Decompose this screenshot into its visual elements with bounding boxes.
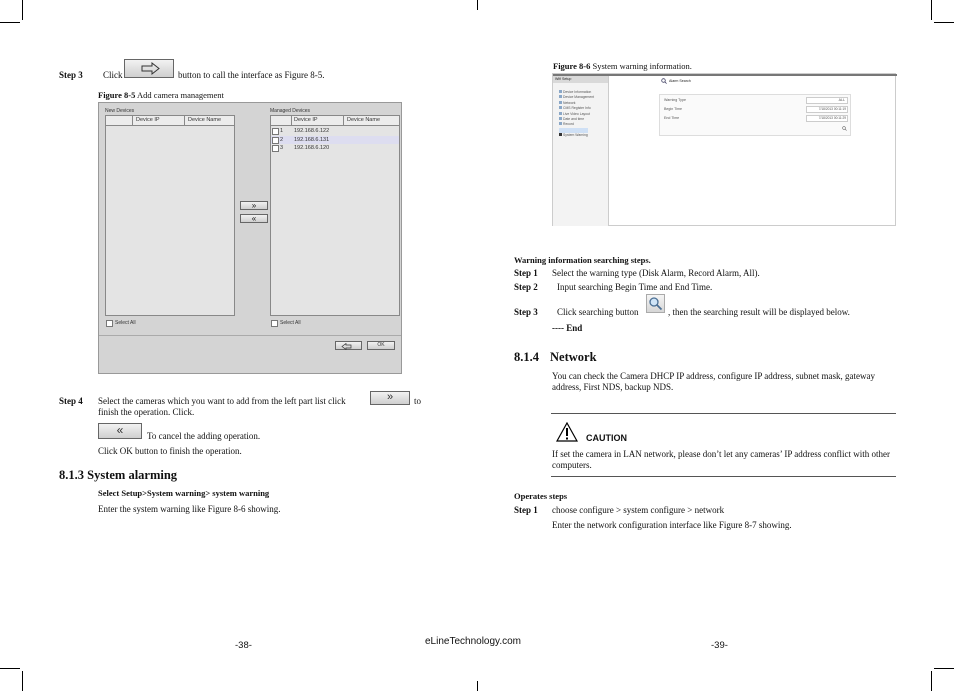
tree-item-label: System Warning xyxy=(563,133,588,138)
new-select-all-checkbox[interactable] xyxy=(106,320,113,327)
new-col-name: Device Name xyxy=(188,117,222,123)
fig86-label: Figure 8-6 xyxy=(553,61,591,71)
page-number-right: -39- xyxy=(711,640,728,651)
tree-item[interactable] xyxy=(559,107,590,116)
warning-steps-heading: Warning information searching steps. xyxy=(514,255,651,265)
caution-top-rule xyxy=(551,413,896,414)
system-warning-screen xyxy=(552,73,896,226)
tree-header: Wifi Setup xyxy=(555,77,572,81)
warning-type-select[interactable] xyxy=(806,97,848,104)
end-time-label: End Time xyxy=(664,116,680,120)
tree-item-label: Date and time xyxy=(563,117,585,121)
row-checkbox[interactable] xyxy=(272,145,279,152)
enter-system-warning: Enter the system warning like Figure 8-6 showing. xyxy=(98,504,281,514)
row-checkbox[interactable] xyxy=(272,128,279,135)
op-step1-text: choose configure > system configure > network xyxy=(552,505,725,515)
step4-label: Step 4 xyxy=(59,396,83,406)
tree-item-icon xyxy=(559,133,562,136)
row-number: 1 xyxy=(280,128,284,134)
warning-type-label: Warning Type xyxy=(664,98,686,102)
footer-site: eLineTechnology.com xyxy=(425,636,521,647)
cancel-button-image xyxy=(98,423,142,439)
row-checkbox[interactable] xyxy=(272,137,279,144)
step3-rest-text: button to call the interface as Figure 8-5. xyxy=(178,70,325,80)
caution-label: CAUTION xyxy=(586,433,627,443)
tree-item-label: Network xyxy=(563,100,576,105)
new-col-ip: Device IP xyxy=(136,117,160,123)
tree-item[interactable] xyxy=(559,128,588,138)
managed-devices-list[interactable] xyxy=(270,115,400,316)
tree-item-label: Live Video Layout xyxy=(563,111,590,116)
ok-button[interactable] xyxy=(367,341,395,350)
tree-item[interactable] xyxy=(559,117,574,127)
caution-bottom-rule xyxy=(551,476,896,477)
section-8-1-4-title: Network xyxy=(550,350,597,364)
warn-step3-label: Step 3 xyxy=(514,307,538,317)
setup-path: Select Setup>System warning> system warning xyxy=(98,488,270,498)
tree-item[interactable] xyxy=(559,85,592,94)
caution-text: If set the camera in LAN network, please don’t let any cameras’ IP address conflict with other computers. xyxy=(552,449,890,470)
end-time-value: 7/18/2013 00:11:29 xyxy=(818,116,846,120)
arrow-right-icon xyxy=(125,60,173,77)
managed-col-name: Device Name xyxy=(347,117,381,123)
network-description: You can check the Camera DHCP IP address, configure IP address, subnet mask, gateway address, First NDS, backup NDS. xyxy=(552,371,876,392)
begin-time-input[interactable] xyxy=(806,106,848,113)
step4-text2: finish the operation. Click. xyxy=(98,407,195,417)
tree-item-label: Device Management xyxy=(563,95,595,100)
add-camera-dialog xyxy=(98,102,402,374)
tree-item[interactable] xyxy=(559,101,591,111)
tree-item-label: Device Information xyxy=(563,90,592,94)
warn-step3-text: Click searching button xyxy=(557,307,639,317)
back-button[interactable] xyxy=(335,341,362,350)
tree-item[interactable] xyxy=(559,90,595,100)
row-device-ip: 192.168.6.120 xyxy=(294,145,330,151)
page-number-left: -38- xyxy=(235,640,252,651)
tree-item[interactable] xyxy=(559,123,575,128)
begin-time-label: Begin Time xyxy=(664,107,682,111)
magnifier-icon xyxy=(647,295,664,312)
end-marker: ---- End xyxy=(552,323,583,333)
section-8-1-4-number: 8.1.4 xyxy=(514,350,539,364)
remove-device-button[interactable] xyxy=(240,214,268,223)
new-devices-list[interactable] xyxy=(105,115,235,316)
search-icon xyxy=(661,78,667,84)
step3-button-image xyxy=(124,59,174,78)
step3-label: Step 3 xyxy=(59,70,83,80)
table-row[interactable] xyxy=(271,127,399,135)
fig85-caption xyxy=(98,90,224,100)
op-step1-label: Step 1 xyxy=(514,505,538,515)
op-enter-text: Enter the network configuration interface like Figure 8-7 showing. xyxy=(552,520,792,530)
warning-type-value: ALL xyxy=(838,98,845,102)
alarm-search-form xyxy=(659,94,851,136)
fig86-caption xyxy=(553,61,692,71)
managed-select-all-checkbox[interactable] xyxy=(271,320,278,327)
step4-to: to xyxy=(414,396,422,406)
search-button-icon[interactable] xyxy=(842,126,847,131)
row-device-ip: 192.168.6.131 xyxy=(294,136,330,143)
row-number: 2 xyxy=(280,136,284,143)
cancel-arrows: « xyxy=(116,423,124,437)
add-device-button[interactable] xyxy=(240,201,268,210)
ok-text: Click OK button to finish the operation. xyxy=(98,446,242,456)
step4-text: Select the cameras which you want to add from the left part list click xyxy=(98,396,346,406)
ok-button-label: OK xyxy=(377,342,385,348)
fig85-label: Figure 8-5 xyxy=(98,90,136,100)
remove-arrows: « xyxy=(251,214,257,223)
table-row[interactable] xyxy=(271,144,399,152)
managed-col-ip: Device IP xyxy=(294,117,318,123)
managed-devices-label: Managed Devices xyxy=(270,108,311,114)
fig86-title: System warning information. xyxy=(592,61,692,71)
warn-step3-text-after: , then the searching result will be displayed below. xyxy=(668,307,850,317)
managed-select-all-label: Select All xyxy=(280,320,301,326)
alarm-search-title: Alarm Search xyxy=(669,79,691,83)
tree-item-label: CMS Register Info xyxy=(563,106,591,111)
warn-step2-text: Input searching Begin Time and End Time. xyxy=(557,282,713,292)
tree-item[interactable] xyxy=(559,112,585,121)
table-row[interactable] xyxy=(271,136,399,144)
arrow-left-icon xyxy=(336,343,361,350)
operates-steps-heading: Operates steps xyxy=(514,491,568,501)
row-device-ip: 192.168.6.122 xyxy=(294,128,330,134)
row-number: 3 xyxy=(280,145,284,151)
warn-step2-label: Step 2 xyxy=(514,282,538,292)
add-arrows: » xyxy=(251,201,257,210)
tree-item-label: Record xyxy=(563,122,574,127)
step4-add-button-image xyxy=(370,391,410,405)
step4-add-arrows: » xyxy=(386,391,394,403)
fig85-title: Add camera management xyxy=(137,90,224,100)
begin-time-value: 7/18/2013 00:11:19 xyxy=(818,107,846,111)
tree-item[interactable] xyxy=(559,96,576,105)
settings-tree xyxy=(553,76,609,226)
end-time-input[interactable] xyxy=(806,115,848,122)
warn-step1-label: Step 1 xyxy=(514,268,538,278)
cancel-text: To cancel the adding operation. xyxy=(147,431,261,441)
new-devices-label: New Devices xyxy=(105,108,135,114)
step3-click-text: Click xyxy=(103,70,123,80)
warn-step1-text: Select the warning type (Disk Alarm, Record Alarm, All). xyxy=(552,268,760,278)
section-8-1-3-title: 8.1.3 System alarming xyxy=(59,468,178,482)
warning-triangle-icon xyxy=(556,422,578,442)
search-button-image xyxy=(646,294,665,313)
new-select-all-label: Select All xyxy=(115,320,136,326)
